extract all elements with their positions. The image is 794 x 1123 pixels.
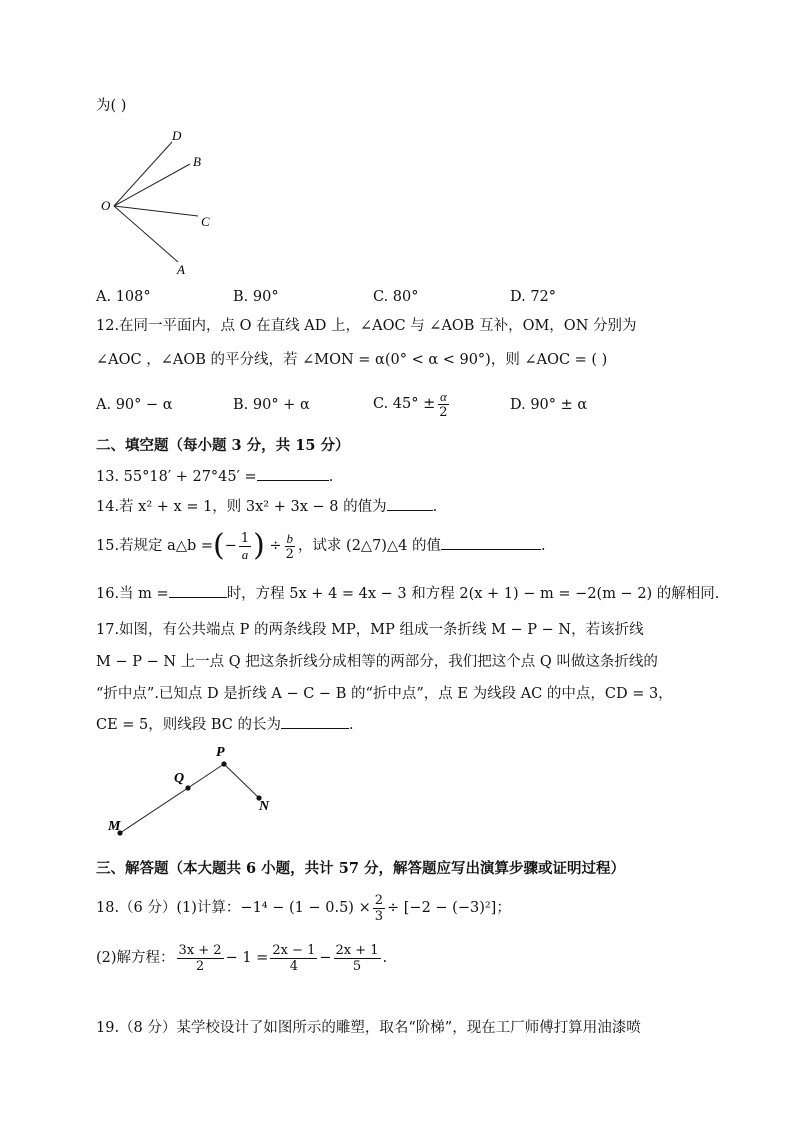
- label-C: C: [201, 214, 210, 229]
- q18-f1: [177, 943, 224, 974]
- section3-heading: 三、解答题（本大题共 6 小题，共计 57 分，解答题应写出演算步骤或证明过程）: [96, 860, 625, 877]
- frac-den: 2: [439, 404, 448, 420]
- q16-blank: [169, 583, 227, 598]
- q15-frac2: [284, 531, 296, 562]
- q13-blank: [257, 466, 329, 481]
- q18-line1-post: ÷ [−2 − (−3)²]；: [387, 900, 511, 916]
- q18-line1: [96, 888, 511, 928]
- q18-f3: [334, 943, 381, 974]
- q18-end: .: [382, 950, 388, 966]
- point-P: [221, 761, 226, 766]
- q15-neg: −: [224, 538, 237, 554]
- q18-frac: [373, 893, 385, 924]
- frac-den: 3: [374, 908, 383, 924]
- label-P: P: [216, 745, 225, 760]
- q12-option-b: B. 90° + α: [233, 397, 310, 413]
- q17-line1: 17.如图，有公共端点 P 的两条线段 MP，MP 组成一条折线 M − P − N，若该折线: [96, 622, 644, 638]
- q12-option-a: A. 90° − α: [96, 397, 173, 413]
- q12-line2: ∠AOC ，∠AOB 的平分线，若 ∠MON = α(0° < α < 90°)，则 ∠AOC = ( ): [96, 352, 608, 368]
- q18-line1-pre: 18.（6 分）(1)计算：−1⁴ − (1 − 0.5) ×: [96, 900, 371, 916]
- label-M: M: [108, 819, 121, 834]
- label-Q: Q: [174, 771, 185, 786]
- q17-line4-wrap: CE = 5，则线段 BC 的长为 .: [96, 714, 354, 735]
- q12-option-c: [373, 383, 452, 425]
- frac-den: 2: [195, 958, 205, 974]
- q18-f2: [270, 943, 317, 974]
- q18-line2: [96, 938, 387, 978]
- frac-num: 2x − 1: [272, 942, 316, 958]
- q15-frac1: [239, 531, 251, 562]
- label-A: A: [177, 262, 185, 277]
- q15: 15.若规定 a△b =(− $\frac{1}{a}$ ) ÷ $\frac{b}{2}$ ，试求 (2△7)△4 的值 .: [96, 528, 546, 563]
- q17-line2: M − P − N 上一点 Q 把这条折线分成相等的两部分，我们把这个点 Q 叫做这条折线的: [96, 654, 658, 670]
- label-D: D: [172, 128, 182, 143]
- q14-blank: [387, 496, 433, 511]
- point-Q: [185, 785, 190, 790]
- q14-text: 14.若 x² + x = 1，则 3x² + 3x − 8 的值为: [96, 499, 387, 515]
- frac-num: 1: [240, 530, 250, 546]
- frac-den: 5: [352, 958, 362, 974]
- q18-mid1: − 1 =: [225, 950, 269, 966]
- q11-option-b: B. 90°: [233, 289, 279, 305]
- q12-option-d: D. 90° ± α: [510, 397, 588, 413]
- q12-line1: 12.在同一平面内，点 O 在直线 AD 上，∠AOC 与 ∠AOB 互补，OM，ON 分别为: [96, 318, 637, 334]
- q11-option-a: A. 108°: [96, 289, 151, 305]
- label-O: O: [101, 198, 111, 213]
- q17-line3: “折中点”.已知点 D 是折线 A − C − B 的“折中点”，点 E 为线段 AC 的中点，CD = 3，: [96, 686, 673, 702]
- q18-mid2: −: [319, 950, 332, 966]
- q11-angle-figure: [96, 124, 236, 280]
- q15-pre: 15.若规定 a△b =: [96, 538, 214, 554]
- q15-blank: [441, 535, 541, 550]
- q14: 14.若 x² + x = 1，则 3x² + 3x − 8 的值为 .: [96, 496, 437, 517]
- q13: 13. 55°18′ + 27°45′ = .: [96, 466, 333, 487]
- q15-div: ÷: [269, 538, 282, 554]
- q19: 19.（8 分）某学校设计了如图所示的雕塑，取名“阶梯”，现在工厂师傅打算用油漆喷: [96, 1020, 641, 1036]
- q11-option-d: D. 72°: [510, 289, 557, 305]
- frac-num: 2x + 1: [335, 942, 379, 958]
- q12-option-c-text: C. 45° ±: [373, 396, 436, 412]
- frac-num: 3x + 2: [178, 942, 222, 958]
- q12-option-c-fraction: [437, 389, 449, 420]
- q17-line4: CE = 5，则线段 BC 的长为: [96, 717, 282, 733]
- q17-blank: [281, 714, 349, 729]
- q16-post: 时，方程 5x + 4 = 4x − 3 和方程 2(x + 1) − m = −2(m − 2) 的解相同.: [226, 586, 720, 602]
- frac-den: 2: [285, 546, 294, 562]
- q11-option-c: C. 80°: [373, 289, 419, 305]
- q11-tail: 为( ): [96, 98, 127, 114]
- frac-den: a: [241, 546, 249, 562]
- frac-num: α: [439, 388, 447, 404]
- q15-post: ，试求 (2△7)△4 的值: [297, 538, 441, 554]
- section2-heading: 二、填空题（每小题 3 分，共 15 分）: [96, 437, 350, 454]
- q16-pre: 16.当 m =: [96, 586, 169, 602]
- q18-line2-pre: (2)解方程：: [96, 950, 175, 966]
- label-N: N: [259, 799, 270, 814]
- q17-polyline-figure: [104, 742, 284, 842]
- label-B: B: [193, 154, 201, 169]
- q13-text: 13. 55°18′ + 27°45′ =: [96, 469, 257, 485]
- q16: [96, 583, 719, 604]
- frac-den: 4: [289, 958, 298, 974]
- frac-num: 2: [374, 892, 383, 908]
- frac-num: b: [286, 530, 294, 546]
